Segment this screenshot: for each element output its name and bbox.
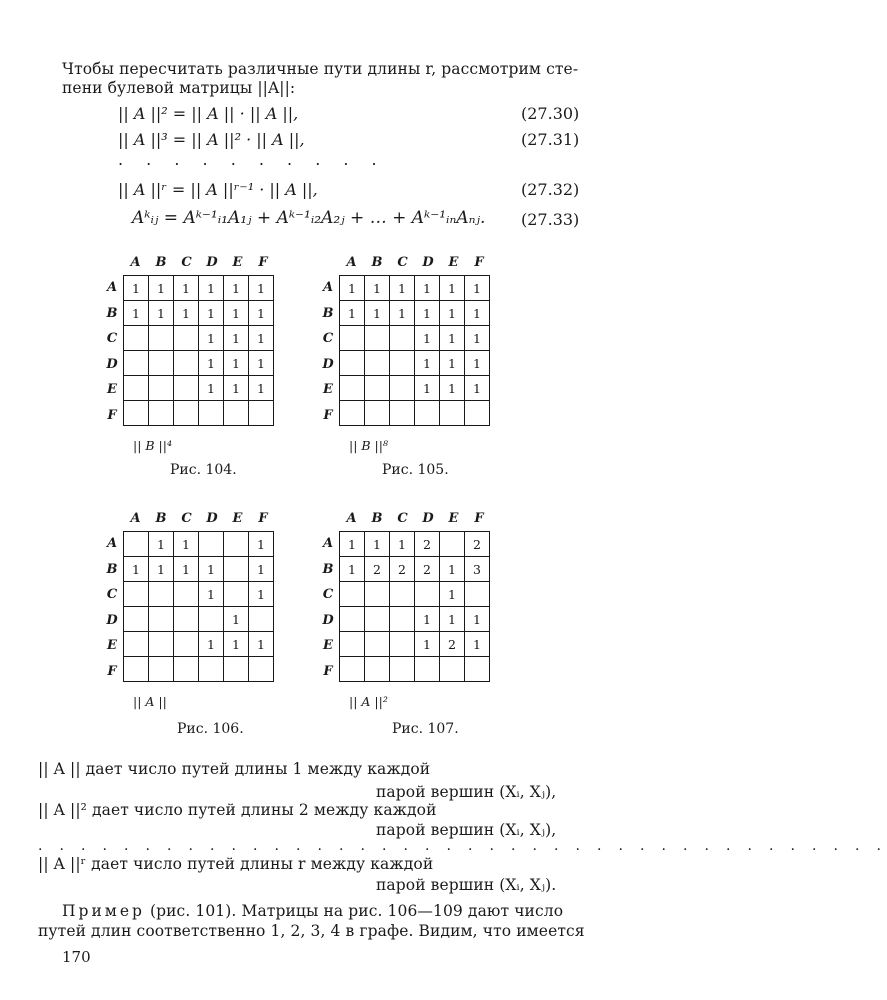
matrix-cell: 1 (249, 376, 274, 401)
matrix-cell: 1 (390, 276, 415, 301)
caption-figure-106: Рис. 106. (177, 721, 244, 737)
column-header: F (474, 511, 484, 526)
statement-r-line-2: парой вершин (Xᵢ, Xⱼ). (376, 876, 557, 894)
matrix-row (124, 276, 274, 301)
matrix-cell: 1 (440, 326, 465, 351)
matrix-cell (224, 532, 249, 557)
matrix-cell: 1 (440, 376, 465, 401)
matrix-row (340, 532, 490, 557)
row-header: B (322, 305, 334, 321)
matrix-cell: 1 (440, 351, 465, 376)
matrix-figure-107 (320, 511, 500, 711)
equation-27-32: || A ||ʳ = || A ||ʳ⁻¹ · || A ||, (118, 180, 318, 199)
matrix-cell: 1 (224, 376, 249, 401)
matrix-cell (415, 401, 440, 426)
matrix-cell (174, 632, 199, 657)
matrix-cell (124, 657, 149, 682)
matrix-cell: 1 (149, 301, 174, 326)
matrix-cell: 1 (149, 276, 174, 301)
matrix-row (124, 632, 274, 657)
statement-2-line-1: || A ||² дает число путей длины 2 между каждой (38, 801, 437, 819)
matrix-row (124, 401, 274, 426)
matrix-label: || A || (133, 694, 167, 709)
matrix-cell: 1 (124, 276, 149, 301)
matrix-cell (249, 657, 274, 682)
row-header: A (322, 280, 334, 295)
matrix-cell (365, 582, 390, 607)
matrix-cell (390, 607, 415, 632)
matrix-cell: 2 (390, 557, 415, 582)
matrix-cell (365, 401, 390, 426)
matrix-cell (365, 351, 390, 376)
matrix-row (124, 557, 274, 582)
matrix-label: || B ||⁸ (349, 438, 388, 453)
matrix-cell (174, 582, 199, 607)
matrix-cell (224, 557, 249, 582)
matrix-cell: 1 (249, 326, 274, 351)
matrix-cell (124, 376, 149, 401)
caption-figure-105: Рис. 105. (382, 462, 449, 478)
matrix-cell: 1 (224, 326, 249, 351)
matrix-cell: 1 (199, 326, 224, 351)
column-header: B (155, 255, 167, 270)
matrix-cell: 1 (249, 276, 274, 301)
matrix-grid (339, 275, 490, 426)
matrix-row (340, 632, 490, 657)
matrix-cell: 1 (390, 532, 415, 557)
column-header: D (206, 511, 218, 526)
matrix-cell: 1 (465, 351, 490, 376)
matrix-cell (149, 326, 174, 351)
equation-ellipsis: . . . . . . . . . . (118, 150, 386, 169)
matrix-cell (149, 607, 174, 632)
row-header: C (322, 331, 334, 346)
matrix-cell (149, 582, 174, 607)
row-header: E (323, 382, 333, 397)
matrix-cell (390, 582, 415, 607)
row-header: F (323, 407, 333, 423)
matrix-cell: 1 (340, 301, 365, 326)
matrix-row (340, 376, 490, 401)
row-header: C (322, 587, 334, 602)
matrix-row (340, 301, 490, 326)
matrix-cell: 1 (440, 276, 465, 301)
column-header: B (371, 255, 383, 270)
matrix-cell (340, 351, 365, 376)
matrix-figure-104 (104, 255, 284, 455)
matrix-row (340, 351, 490, 376)
matrix-cell: 1 (415, 376, 440, 401)
row-header: C (106, 587, 118, 602)
row-header: B (106, 561, 118, 577)
matrix-cell (340, 401, 365, 426)
matrix-cell: 1 (174, 532, 199, 557)
matrix-cell: 1 (415, 351, 440, 376)
matrix-cell (440, 532, 465, 557)
matrix-cell: 1 (224, 632, 249, 657)
matrix-cell (340, 632, 365, 657)
matrix-cell: 1 (124, 301, 149, 326)
matrix-cell (465, 401, 490, 426)
matrix-cell: 1 (440, 557, 465, 582)
column-header: A (130, 511, 141, 526)
matrix-cell (340, 326, 365, 351)
matrix-cell: 1 (224, 607, 249, 632)
example-line-1-rest: (рис. 101). Матрицы на рис. 106—109 дают число (144, 902, 564, 920)
matrix-cell (249, 401, 274, 426)
matrix-row (124, 376, 274, 401)
matrix-cell: 1 (390, 301, 415, 326)
row-header: F (107, 663, 117, 679)
matrix-cell: 1 (415, 607, 440, 632)
matrix-cell: 1 (465, 632, 490, 657)
statement-1-line-2: парой вершин (Xᵢ, Xⱼ), (376, 783, 557, 801)
matrix-cell (390, 657, 415, 682)
matrix-cell (390, 351, 415, 376)
matrix-figure-105 (320, 255, 500, 455)
column-header: B (371, 511, 383, 526)
column-header: A (346, 255, 357, 270)
matrix-cell (224, 401, 249, 426)
matrix-cell: 1 (199, 376, 224, 401)
row-header: D (106, 612, 118, 628)
column-header: E (232, 511, 243, 526)
matrix-cell (440, 657, 465, 682)
matrix-cell (124, 401, 149, 426)
matrix-cell (174, 607, 199, 632)
matrix-cell: 1 (465, 376, 490, 401)
matrix-cell (224, 657, 249, 682)
equation-27-33: Aᵏᵢⱼ = Aᵏ⁻¹ᵢ₁A₁ⱼ + Aᵏ⁻¹ᵢ₂A₂ⱼ + … + Aᵏ⁻¹ᵢₙAₙⱼ. (132, 208, 486, 228)
matrix-cell: 1 (199, 582, 224, 607)
row-header: E (323, 638, 333, 653)
matrix-cell (124, 351, 149, 376)
matrix-cell: 1 (249, 301, 274, 326)
statement-2-line-2: парой вершин (Xᵢ, Xⱼ), (376, 821, 557, 839)
matrix-cell (199, 657, 224, 682)
matrix-cell (149, 351, 174, 376)
column-header: F (474, 255, 484, 270)
equation-number-27-31: (27.31) (521, 130, 580, 149)
column-header: F (258, 511, 268, 526)
matrix-cell (124, 607, 149, 632)
matrix-cell: 1 (465, 326, 490, 351)
matrix-cell: 1 (415, 301, 440, 326)
matrix-cell (365, 657, 390, 682)
page-number: 170 (62, 948, 91, 966)
matrix-cell: 3 (465, 557, 490, 582)
matrix-cell (124, 326, 149, 351)
matrix-cell: 1 (149, 532, 174, 557)
matrix-figure-106 (104, 511, 284, 711)
matrix-cell (124, 632, 149, 657)
matrix-cell: 1 (440, 607, 465, 632)
matrix-cell: 1 (440, 301, 465, 326)
matrix-cell (124, 532, 149, 557)
row-header: C (106, 331, 118, 346)
matrix-row (340, 607, 490, 632)
matrix-row (124, 326, 274, 351)
matrix-cell: 1 (174, 557, 199, 582)
column-header: F (258, 255, 268, 270)
matrix-cell: 1 (415, 276, 440, 301)
matrix-label: || B ||⁴ (133, 438, 172, 453)
matrix-cell (465, 582, 490, 607)
matrix-cell: 1 (340, 532, 365, 557)
matrix-cell: 1 (224, 301, 249, 326)
matrix-cell (365, 632, 390, 657)
matrix-cell (199, 607, 224, 632)
caption-figure-104: Рис. 104. (170, 462, 237, 478)
matrix-grid (123, 531, 274, 682)
matrix-cell (390, 401, 415, 426)
row-header: A (106, 536, 118, 551)
matrix-row (340, 557, 490, 582)
column-header: D (206, 255, 218, 270)
matrix-cell: 1 (249, 351, 274, 376)
matrix-cell (390, 376, 415, 401)
equation-number-27-33: (27.33) (521, 210, 580, 229)
matrix-cell (340, 607, 365, 632)
matrix-cell: 1 (249, 532, 274, 557)
equation-27-30: || A ||² = || A || · || A ||, (118, 104, 299, 123)
matrix-cell (149, 632, 174, 657)
matrix-cell: 2 (365, 557, 390, 582)
matrix-cell (124, 582, 149, 607)
matrix-row (340, 657, 490, 682)
row-header: A (106, 280, 118, 295)
matrix-cell (365, 326, 390, 351)
matrix-cell (149, 376, 174, 401)
row-header: D (322, 356, 334, 372)
matrix-row (124, 301, 274, 326)
matrix-cell: 1 (199, 632, 224, 657)
matrix-cell (365, 607, 390, 632)
matrix-cell: 1 (365, 532, 390, 557)
matrix-cell: 1 (174, 301, 199, 326)
statement-r-line-1: || A ||ʳ дает число путей длины r между каждой (38, 855, 434, 873)
matrix-cell: 1 (149, 557, 174, 582)
column-header: C (397, 255, 408, 270)
matrix-cell (340, 376, 365, 401)
matrix-cell (199, 401, 224, 426)
matrix-cell (465, 657, 490, 682)
matrix-cell: 1 (340, 276, 365, 301)
matrix-row (124, 657, 274, 682)
matrix-cell: 1 (199, 301, 224, 326)
matrix-cell (174, 351, 199, 376)
row-header: D (106, 356, 118, 372)
row-header: F (107, 407, 117, 423)
matrix-cell: 1 (465, 276, 490, 301)
matrix-cell: 1 (174, 276, 199, 301)
example-label: Пример (62, 902, 145, 920)
matrix-cell (174, 326, 199, 351)
matrix-row (124, 351, 274, 376)
matrix-row (124, 582, 274, 607)
matrix-cell: 1 (224, 351, 249, 376)
matrix-cell (390, 632, 415, 657)
matrix-cell (365, 376, 390, 401)
matrix-cell: 1 (249, 632, 274, 657)
matrix-cell (149, 401, 174, 426)
equation-27-31: || A ||³ = || A ||² · || A ||, (118, 130, 305, 149)
column-header: B (155, 511, 167, 526)
row-header: E (107, 382, 117, 397)
matrix-cell: 1 (199, 351, 224, 376)
matrix-cell: 1 (440, 582, 465, 607)
matrix-row (340, 401, 490, 426)
row-header: E (107, 638, 117, 653)
column-header: D (422, 511, 434, 526)
column-header: C (397, 511, 408, 526)
column-header: E (232, 255, 243, 270)
matrix-cell (174, 657, 199, 682)
matrix-row (340, 326, 490, 351)
row-header: B (106, 305, 118, 321)
column-header: C (181, 511, 192, 526)
matrix-cell: 1 (199, 557, 224, 582)
intro-line-1: Чтобы пересчитать различные пути длины r, рассмотрим сте- (62, 60, 579, 78)
matrix-cell: 1 (249, 557, 274, 582)
column-header: C (181, 255, 192, 270)
matrix-cell (249, 607, 274, 632)
matrix-cell (199, 532, 224, 557)
column-header: D (422, 255, 434, 270)
matrix-row (340, 276, 490, 301)
row-header: A (322, 536, 334, 551)
matrix-grid (339, 531, 490, 682)
matrix-cell: 1 (224, 276, 249, 301)
row-header: D (322, 612, 334, 628)
equation-number-27-30: (27.30) (521, 104, 580, 123)
matrix-cell: 2 (465, 532, 490, 557)
equation-number-27-32: (27.32) (521, 180, 580, 199)
matrix-cell (174, 401, 199, 426)
matrix-cell: 1 (365, 301, 390, 326)
intro-line-2: пени булевой матрицы ||A||: (62, 79, 296, 97)
matrix-cell (224, 582, 249, 607)
column-header: E (448, 255, 459, 270)
column-header: A (130, 255, 141, 270)
matrix-cell (390, 326, 415, 351)
matrix-cell (340, 657, 365, 682)
matrix-cell (415, 582, 440, 607)
matrix-cell: 1 (365, 276, 390, 301)
matrix-cell: 1 (249, 582, 274, 607)
matrix-row (340, 582, 490, 607)
matrix-label: || A ||² (349, 694, 388, 709)
matrix-cell: 1 (199, 276, 224, 301)
matrix-cell: 1 (340, 557, 365, 582)
column-header: E (448, 511, 459, 526)
matrix-cell: 1 (415, 326, 440, 351)
column-header: A (346, 511, 357, 526)
matrix-cell (440, 401, 465, 426)
matrix-cell (174, 376, 199, 401)
matrix-cell: 2 (415, 532, 440, 557)
matrix-cell (149, 657, 174, 682)
matrix-grid (123, 275, 274, 426)
matrix-cell: 2 (415, 557, 440, 582)
matrix-cell: 1 (124, 557, 149, 582)
matrix-row (124, 607, 274, 632)
matrix-cell: 1 (465, 301, 490, 326)
statement-ellipsis: . . . . . . . . . . . . . . . . . . . . . . . . . . . . . . . . . . . . . . . . (38, 838, 887, 854)
matrix-cell: 1 (415, 632, 440, 657)
statement-1-line-1: || A || дает число путей длины 1 между каждой (38, 760, 431, 778)
matrix-row (124, 532, 274, 557)
matrix-cell (415, 657, 440, 682)
row-header: B (322, 561, 334, 577)
matrix-cell (340, 582, 365, 607)
caption-figure-107: Рис. 107. (392, 721, 459, 737)
matrix-cell: 1 (465, 607, 490, 632)
matrix-cell: 2 (440, 632, 465, 657)
row-header: F (323, 663, 333, 679)
example-line-1 (62, 902, 563, 920)
example-line-2: путей длин соответственно 1, 2, 3, 4 в графе. Видим, что имеется (38, 922, 585, 940)
